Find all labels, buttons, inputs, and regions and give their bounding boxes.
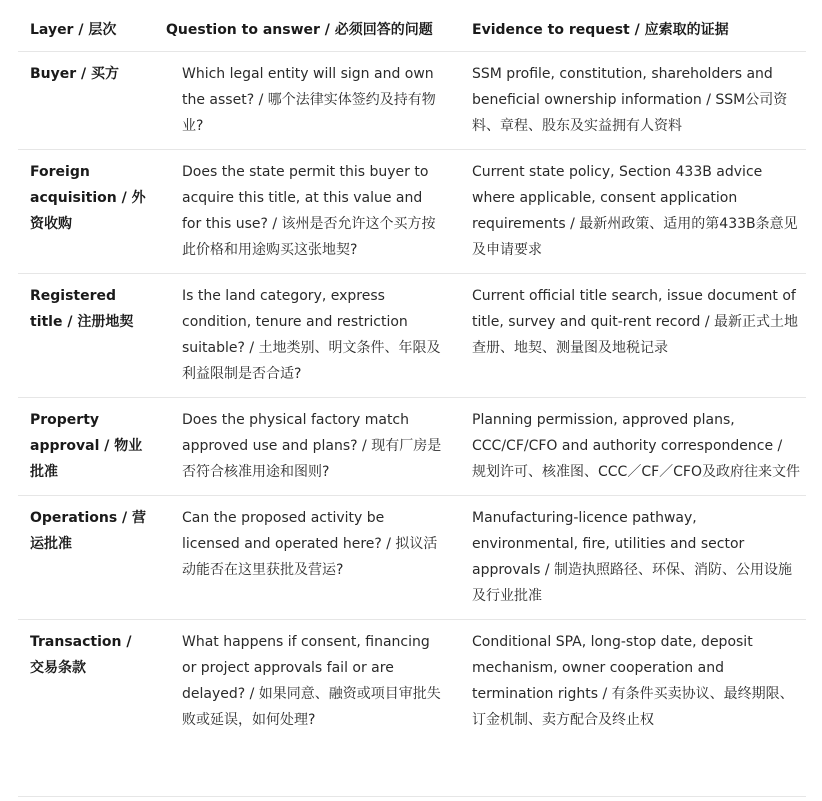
cell-evidence: Conditional SPA, long-stop date, deposit mechanism, owner cooperation and termination rights / 有条件买卖协议、最终期限、订金机制、卖方配合及终止权 [452,620,806,744]
cell-question: Does the state permit this buyer to acquire this title, at this value and for this use? / 该州是否允许这个买方按此价格和用途购买这张地契? [156,150,452,274]
cell-layer: Property approval / 物业批准 [18,398,156,496]
table-header [18,0,806,52]
cell-layer: Buyer / 买方 [18,52,156,150]
table-row [18,150,806,274]
cell-layer: Transaction / 交易条款 [18,620,156,744]
table-row [18,496,806,620]
cell-evidence: Planning permission, approved plans, CCC/CF/CFO and authority correspondence / 规划许可、核准图、CCC／CF／CFO及政府往来文件 [452,398,806,496]
due-diligence-table [18,0,806,743]
header-question: Question to answer / 必须回答的问题 [166,22,433,38]
table-row [18,52,806,150]
header-layer: Layer / 层次 [30,22,117,38]
cell-question: Is the land category, express condition, tenure and restriction suitable? / 土地类别、明文条件、年限及利益限制是否合适? [156,274,452,398]
table-body [18,52,806,744]
cell-question: What happens if consent, financing or project approvals fail or are delayed? / 如果同意、融资或项目审批失败或延误，如何处理? [156,620,452,744]
cell-question: Which legal entity will sign and own the asset? / 哪个法律实体签约及持有物业? [156,52,452,150]
cell-question: Can the proposed activity be licensed and operated here? / 拟议活动能否在这里获批及营运? [156,496,452,620]
cell-evidence: SSM profile, constitution, shareholders and beneficial ownership information / SSM公司资料、章程、股东及实益拥有人资料 [452,52,806,150]
header-evidence: Evidence to request / 应索取的证据 [472,22,729,38]
table-row [18,274,806,398]
table-row [18,398,806,496]
cell-question: Does the physical factory match approved use and plans? / 现有厂房是否符合核准用途和图则? [156,398,452,496]
cell-evidence: Current official title search, issue document of title, survey and quit-rent record / 最新正式土地查册、地契、测量图及地税记录 [452,274,806,398]
header-row [18,0,806,52]
table-bottom-divider [18,796,806,797]
cell-layer: Registered title / 注册地契 [18,274,156,398]
cell-evidence: Manufacturing-licence pathway, environmental, fire, utilities and sector approvals / 制造执照路径、环保、消防、公用设施及行业批准 [452,496,806,620]
cell-layer: Foreign acquisition / 外资收购 [18,150,156,274]
cell-evidence: Current state policy, Section 433B advice where applicable, consent application requirements / 最新州政策、适用的第433B条意见及申请要求 [452,150,806,274]
table-row [18,620,806,744]
cell-layer: Operations / 营运批准 [18,496,156,620]
